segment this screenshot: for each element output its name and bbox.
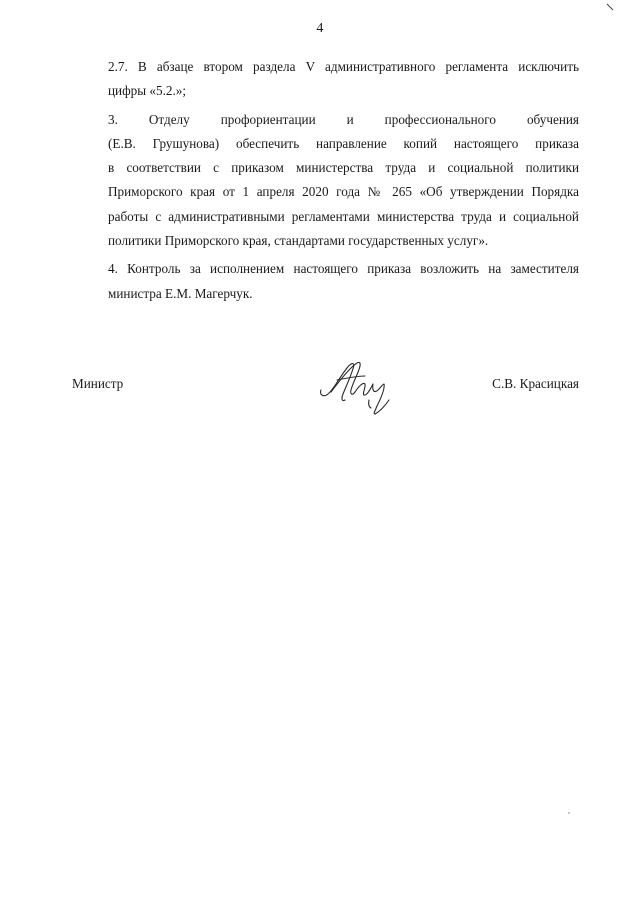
document-body [72, 55, 579, 310]
handwritten-signature [317, 354, 401, 420]
paragraph-line: министра Е.М. Магерчук. [108, 285, 253, 301]
paragraph-line: политики Приморского края, стандартами государственных услуг». [108, 233, 489, 249]
paragraph-2-7 [72, 55, 579, 104]
paragraph-line: 2.7. В абзаце втором раздела V административного регламента исключить [108, 59, 579, 74]
scan-speck [568, 812, 570, 814]
paragraph-line: 4. Контроль за исполнением настоящего приказа возложить на заместителя [108, 261, 579, 277]
signatory-name: С.В. Красицкая [492, 376, 579, 391]
paragraph-line: работы с административными регламентами министерства труда и социальной [108, 208, 579, 224]
paragraph-line: 3. Отделу профориентации и профессионального обучения [108, 111, 579, 127]
paragraph-line: (Е.В. Грушунова) обеспечить направление копий настоящего приказа [108, 135, 579, 151]
paragraph-4 [72, 257, 579, 306]
paragraph-line: Приморского края от 1 апреля 2020 года № 265 «Об утверждении Порядка [108, 184, 579, 200]
paragraph-line: в соответствии с приказом министерства труда и социальной политики [108, 160, 579, 176]
signatory-title: Министр [72, 376, 124, 391]
paragraph-line: цифры «5.2.»; [108, 83, 187, 99]
page-number: 4 [316, 21, 324, 36]
paragraph-3 [72, 108, 579, 254]
signature-block [72, 376, 579, 436]
corner-tick-mark [606, 2, 616, 12]
